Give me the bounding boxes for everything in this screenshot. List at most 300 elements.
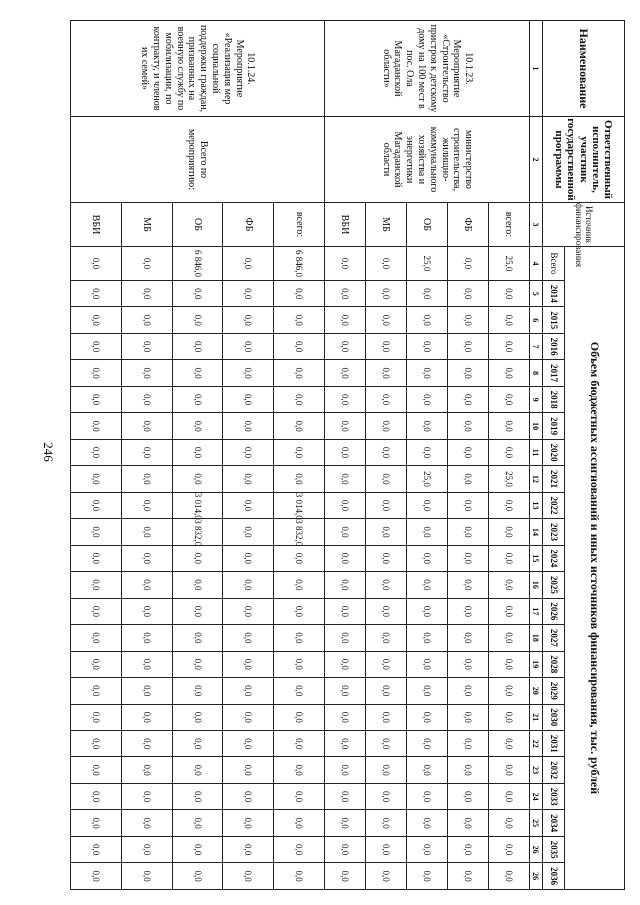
measure-executor: Всего по мероприятию: [71,117,325,203]
table-row [488,21,529,890]
year-value: 0,0 [121,598,172,624]
year-value: 0,0 [71,598,122,624]
year-value: 0,0 [324,678,365,704]
year-value: 0,0 [121,466,172,492]
year-value: 0,0 [223,757,274,783]
year-value: 0,0 [324,704,365,730]
year-value: 0,0 [71,783,122,809]
column-index: 12 [530,466,543,492]
year-value: 0,0 [488,333,529,359]
year-value: 0,0 [71,307,122,333]
column-index: 6 [530,307,543,333]
year-value: 0,0 [121,519,172,545]
year-value: 0,0 [274,572,325,598]
year-value: 0,0 [223,810,274,836]
year-value: 0,0 [71,519,122,545]
year-value: 0,0 [406,810,447,836]
year-value: 0,0 [71,386,122,412]
year-value: 0,0 [447,519,488,545]
year-value: 0,0 [406,598,447,624]
year-value: 0,0 [406,572,447,598]
year-value: 0,0 [447,598,488,624]
year-value: 0,0 [365,545,406,571]
year-value: 0,0 [223,678,274,704]
year-value: 0,0 [121,836,172,862]
year-value: 0,0 [406,333,447,359]
column-index: 19 [530,651,543,677]
year-value: 0,0 [365,704,406,730]
header-year: 2019 [543,413,565,439]
year-value: 0,0 [488,810,529,836]
header-year: 2035 [543,836,565,862]
year-value: 0,0 [365,625,406,651]
total-value: 0,0 [447,247,488,281]
year-value: 0,0 [488,757,529,783]
year-value: 0,0 [447,360,488,386]
year-value: 0,0 [406,625,447,651]
year-value: 0,0 [172,678,223,704]
year-value: 0,0 [488,572,529,598]
year-value: 0,0 [223,545,274,571]
year-value: 0,0 [406,519,447,545]
year-value: 0,0 [172,810,223,836]
year-value: 0,0 [447,413,488,439]
total-value: 0,0 [71,247,122,281]
year-value: 0,0 [365,730,406,756]
year-value: 0,0 [274,545,325,571]
year-value: 0,0 [223,863,274,890]
year-value: 0,0 [324,492,365,518]
year-value: 0,0 [71,730,122,756]
year-value: 0,0 [488,492,529,518]
year-value: 0,0 [324,757,365,783]
header-year: 2018 [543,386,565,412]
year-value: 0,0 [406,783,447,809]
header-year: 2031 [543,730,565,756]
year-value: 0,0 [172,757,223,783]
year-value: 0,0 [406,757,447,783]
year-value: 0,0 [365,810,406,836]
funding-source: МБ [365,203,406,247]
year-value: 0,0 [274,333,325,359]
year-value: 0,0 [223,783,274,809]
year-value: 0,0 [274,598,325,624]
year-value: 0,0 [365,783,406,809]
year-value: 0,0 [324,810,365,836]
year-value: 0,0 [324,625,365,651]
year-value: 0,0 [447,810,488,836]
year-value: 0,0 [406,386,447,412]
year-value: 0,0 [447,757,488,783]
header-year: 2036 [543,863,565,890]
year-value: 0,0 [488,678,529,704]
year-value: 0,0 [365,492,406,518]
year-value: 0,0 [274,466,325,492]
column-index: 21 [530,704,543,730]
year-value: 0,0 [274,836,325,862]
year-value: 0,0 [324,836,365,862]
year-value: 0,0 [488,863,529,890]
column-index: 3 [530,203,543,247]
year-value: 0,0 [121,651,172,677]
year-value: 0,0 [488,730,529,756]
year-value: 0,0 [488,545,529,571]
year-value: 0,0 [406,307,447,333]
year-value: 0,0 [121,281,172,307]
year-value: 0,0 [121,730,172,756]
year-value: 0,0 [71,281,122,307]
header-year: 2014 [543,281,565,307]
year-value: 0,0 [406,413,447,439]
year-value: 0,0 [274,625,325,651]
year-value: 0,0 [172,651,223,677]
year-value: 0,0 [172,545,223,571]
year-value: 0,0 [71,333,122,359]
header-year: 2030 [543,704,565,730]
year-value: 0,0 [71,651,122,677]
header-volume: Объем бюджетных ассигнований и иных источников финансирования, тыс. рублей [565,247,625,890]
year-value: 0,0 [172,281,223,307]
year-value: 0,0 [324,466,365,492]
header-year: 2028 [543,651,565,677]
year-value: 0,0 [223,625,274,651]
funding-source: ФБ [223,203,274,247]
total-value: 25,0 [406,247,447,281]
year-value: 0,0 [223,651,274,677]
total-value: 0,0 [365,247,406,281]
year-value: 0,0 [447,730,488,756]
year-value: 0,0 [121,492,172,518]
year-value: 0,0 [447,545,488,571]
year-value: 0,0 [406,863,447,890]
year-value: 0,0 [172,360,223,386]
year-value: 0,0 [365,360,406,386]
year-value: 0,0 [365,439,406,465]
year-value: 0,0 [488,651,529,677]
column-index: 16 [530,572,543,598]
column-index: 20 [530,678,543,704]
column-index: 2 [530,117,543,203]
year-value: 0,0 [365,651,406,677]
year-value: 0,0 [71,757,122,783]
header-year: 2021 [543,466,565,492]
funding-source: всего: [488,203,529,247]
header-year: 2017 [543,360,565,386]
year-value: 0,0 [172,863,223,890]
column-index: 23 [530,757,543,783]
year-value: 0,0 [223,333,274,359]
year-value: 0,0 [488,307,529,333]
year-value: 0,0 [223,598,274,624]
year-value: 0,0 [406,545,447,571]
year-value: 0,0 [274,307,325,333]
column-index: 26 [530,863,543,890]
year-value: 0,0 [172,625,223,651]
year-value: 0,0 [488,783,529,809]
header-year: 2025 [543,572,565,598]
table-header [530,21,625,890]
year-value: 0,0 [274,730,325,756]
year-value: 0,0 [172,386,223,412]
year-value: 0,0 [121,625,172,651]
total-value: 0,0 [223,247,274,281]
header-year: 2032 [543,757,565,783]
year-value: 0,0 [365,836,406,862]
header-year: 2029 [543,678,565,704]
year-value: 0,0 [447,836,488,862]
year-value: 0,0 [172,413,223,439]
column-index: 1 [530,21,543,117]
header-year: 2016 [543,333,565,359]
year-value: 0,0 [365,757,406,783]
year-value: 0,0 [447,466,488,492]
year-value: 0,0 [223,836,274,862]
year-value: 0,0 [71,678,122,704]
year-value: 0,0 [121,704,172,730]
year-value: 3 014,0 [274,492,325,518]
year-value: 0,0 [172,836,223,862]
year-value: 0,0 [121,863,172,890]
header-year: 2023 [543,519,565,545]
year-value: 0,0 [365,863,406,890]
year-value: 0,0 [172,783,223,809]
year-value: 0,0 [447,783,488,809]
year-value: 0,0 [274,651,325,677]
funding-source: ОБ [406,203,447,247]
year-value: 0,0 [406,730,447,756]
total-value: 6 846,0 [172,247,223,281]
year-value: 0,0 [365,281,406,307]
year-value: 0,0 [121,386,172,412]
year-value: 0,0 [223,572,274,598]
rotated-table-container [70,20,625,890]
year-value: 0,0 [223,386,274,412]
year-value: 0,0 [274,439,325,465]
year-value: 0,0 [488,519,529,545]
year-value: 0,0 [365,572,406,598]
year-value: 0,0 [365,678,406,704]
year-value: 0,0 [121,360,172,386]
measure-name: 10.1.23. Мероприятие «Строительство пристроя к детскому дому на 100 мест в пос. Ола Магаданской области» [324,21,529,117]
year-value: 0,0 [71,360,122,386]
year-value: 0,0 [488,281,529,307]
year-value: 0,0 [223,360,274,386]
year-value: 0,0 [121,413,172,439]
year-value: 0,0 [121,307,172,333]
page-number: 246 [41,442,56,462]
header-name: Наименование [543,21,625,117]
year-value: 0,0 [324,439,365,465]
year-value: 0,0 [447,333,488,359]
funding-source: ВБИ [324,203,365,247]
year-value: 0,0 [71,545,122,571]
header-year: 2015 [543,307,565,333]
column-index-row [530,21,543,890]
year-value: 0,0 [223,466,274,492]
column-index: 8 [530,360,543,386]
year-value: 0,0 [324,783,365,809]
year-value: 0,0 [121,333,172,359]
column-index: 25 [530,810,543,836]
header-year: 2020 [543,439,565,465]
year-value: 0,0 [406,836,447,862]
year-value: 0,0 [121,783,172,809]
year-value: 0,0 [71,704,122,730]
header-year: 2026 [543,598,565,624]
year-value: 0,0 [223,704,274,730]
column-index: 7 [530,333,543,359]
year-value: 0,0 [488,413,529,439]
total-value: 0,0 [324,247,365,281]
year-value: 0,0 [71,492,122,518]
year-value: 0,0 [488,704,529,730]
header-year: 2034 [543,810,565,836]
year-value: 0,0 [447,704,488,730]
column-index: 13 [530,492,543,518]
year-value: 0,0 [447,439,488,465]
year-value: 0,0 [274,810,325,836]
year-value: 0,0 [365,519,406,545]
year-value: 0,0 [71,625,122,651]
total-value: 25,0 [488,247,529,281]
header-year: 2033 [543,783,565,809]
year-value: 0,0 [274,281,325,307]
year-value: 0,0 [406,281,447,307]
header-year: 2024 [543,545,565,571]
year-value: 0,0 [488,836,529,862]
year-value: 0,0 [406,439,447,465]
year-value: 0,0 [274,863,325,890]
measure-name: 10.1.24. Мероприятие «Реализация мер социальной поддержки граждан, призванных на военную службу по мобилизации, по контракту, и членов их семей» [71,21,325,117]
year-value: 0,0 [172,307,223,333]
table-body [71,21,530,890]
total-value: 0,0 [121,247,172,281]
year-value: 0,0 [324,598,365,624]
column-index: 18 [530,625,543,651]
year-value: 0,0 [406,678,447,704]
header-total: Всего [543,247,565,281]
year-value: 0,0 [324,307,365,333]
year-value: 3 832,0 [172,519,223,545]
funding-source: МБ [121,203,172,247]
year-value: 0,0 [365,307,406,333]
funding-source: всего: [274,203,325,247]
column-index: 26 [530,836,543,862]
header-year: 2027 [543,625,565,651]
column-index: 10 [530,413,543,439]
year-value: 0,0 [447,651,488,677]
year-value: 0,0 [447,307,488,333]
year-value: 0,0 [223,413,274,439]
year-value: 0,0 [447,281,488,307]
year-value: 0,0 [324,413,365,439]
year-value: 0,0 [223,281,274,307]
year-value: 0,0 [71,413,122,439]
year-value: 0,0 [406,651,447,677]
year-value: 25,0 [406,466,447,492]
year-value: 0,0 [447,625,488,651]
year-value: 0,0 [365,333,406,359]
year-value: 0,0 [406,360,447,386]
year-value: 0,0 [274,783,325,809]
column-index: 11 [530,439,543,465]
year-value: 0,0 [172,572,223,598]
year-value: 25,0 [488,466,529,492]
measure-executor: министерство строительства, жилищно-коммунального хозяйства и энергетики Магаданской области [324,117,529,203]
year-value: 0,0 [365,466,406,492]
year-value: 0,0 [71,572,122,598]
year-value: 0,0 [274,360,325,386]
year-value: 0,0 [172,333,223,359]
year-value: 0,0 [447,572,488,598]
year-value: 0,0 [324,730,365,756]
year-value: 0,0 [406,704,447,730]
year-value: 0,0 [324,519,365,545]
column-index: 5 [530,281,543,307]
year-value: 0,0 [274,678,325,704]
year-value: 0,0 [71,836,122,862]
year-value: 0,0 [365,598,406,624]
year-value: 0,0 [172,704,223,730]
year-value: 0,0 [71,810,122,836]
year-value: 0,0 [71,439,122,465]
column-index: 14 [530,519,543,545]
year-value: 0,0 [324,651,365,677]
year-value: 0,0 [447,863,488,890]
year-value: 0,0 [172,439,223,465]
year-value: 0,0 [121,810,172,836]
year-value: 0,0 [274,386,325,412]
year-value: 0,0 [447,492,488,518]
year-value: 0,0 [406,492,447,518]
year-value: 3 014,0 [172,492,223,518]
year-value: 0,0 [121,678,172,704]
year-value: 0,0 [121,439,172,465]
year-value: 0,0 [223,519,274,545]
year-value: 0,0 [274,704,325,730]
year-value: 0,0 [324,572,365,598]
year-value: 0,0 [324,360,365,386]
table-row [274,21,325,890]
funding-source: ОБ [172,203,223,247]
year-value: 0,0 [324,545,365,571]
year-value: 0,0 [447,678,488,704]
year-value: 0,0 [172,730,223,756]
year-value: 0,0 [447,386,488,412]
column-index: 24 [530,783,543,809]
column-index: 22 [530,730,543,756]
year-value: 0,0 [274,413,325,439]
column-index: 17 [530,598,543,624]
year-value: 0,0 [172,466,223,492]
column-index: 9 [530,386,543,412]
budget-table [70,20,625,890]
year-value: 0,0 [488,625,529,651]
year-value: 0,0 [223,492,274,518]
year-value: 0,0 [121,572,172,598]
funding-source: ВБИ [71,203,122,247]
year-value: 0,0 [121,545,172,571]
year-value: 0,0 [71,863,122,890]
year-value: 0,0 [274,757,325,783]
year-value: 0,0 [365,413,406,439]
year-value: 0,0 [365,386,406,412]
year-value: 0,0 [324,863,365,890]
header-year: 2022 [543,492,565,518]
header-source: Источник финансирования [543,203,625,247]
year-value: 0,0 [223,730,274,756]
year-value: 0,0 [223,439,274,465]
